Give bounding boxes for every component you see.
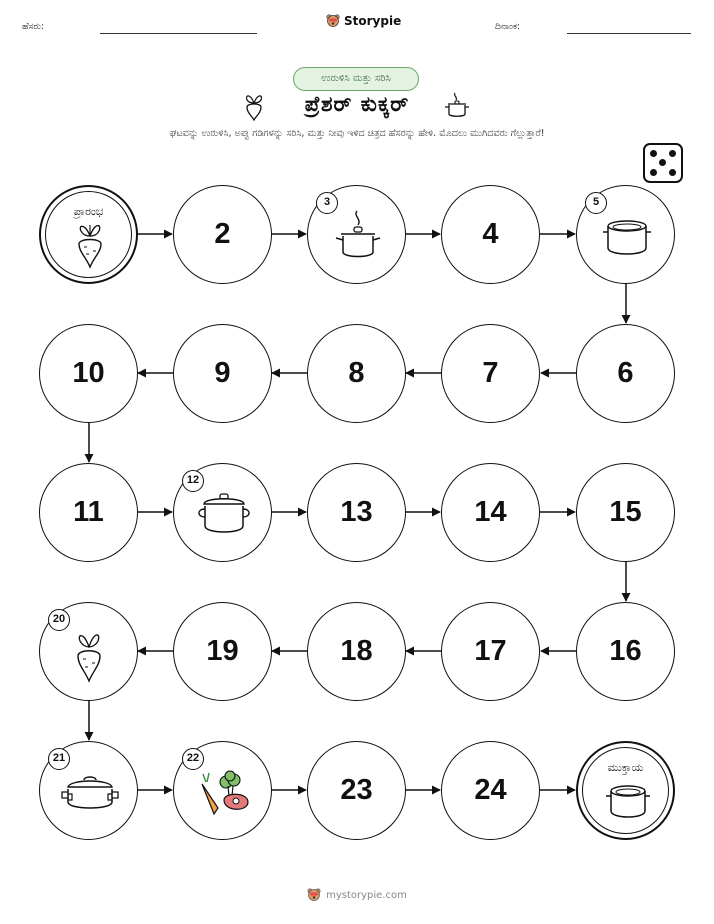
cell-number-badge: 20	[48, 609, 70, 631]
board-cell-10[interactable]: 10	[39, 324, 138, 423]
board-cell-2[interactable]: 2	[173, 185, 272, 284]
radish-icon	[73, 219, 107, 269]
board-cell-6[interactable]: 6	[576, 324, 675, 423]
board-cell-16[interactable]: 16	[576, 602, 675, 701]
category-badge: ಉರುಳಿಸಿ ಮತ್ತು ಸರಿಸಿ	[293, 67, 419, 91]
board-cell-14[interactable]: 14	[441, 463, 540, 562]
brand-name: Storypie	[344, 14, 402, 28]
board-cell-19[interactable]: 19	[173, 602, 272, 701]
cell-number-badge: 12	[182, 470, 204, 492]
board-cell-11[interactable]: 11	[39, 463, 138, 562]
board-cell-21[interactable]	[39, 741, 138, 840]
soup-pot-icon	[604, 783, 652, 823]
instructions: ಘಟವನ್ನು ಉರುಳಿಸಿ, ಅಪ್ಪು ಗಡಿಗಳನ್ನು ಸರಿಸಿ, ಮತ್ತು ನೀವು ಇಳಿದ ಚಿತ್ರದ ಹೆಸರನ್ನು ಹೇಳಿ. ಮೊದಲು ಮುಗಿದವರು ಗೆಲ್ಲುತ್ತಾರೆ!	[169, 128, 545, 139]
board-cell-15[interactable]: 15	[576, 463, 675, 562]
finish-label: ಮುಕ್ತಾಯ	[607, 761, 644, 774]
cell-number-badge: 21	[48, 748, 70, 770]
board-cell-9[interactable]: 9	[173, 324, 272, 423]
board-cell-5[interactable]	[576, 185, 675, 284]
cell-number-badge: 3	[316, 192, 338, 214]
steaming-pot-icon	[333, 208, 383, 264]
board-cell-13[interactable]: 13	[307, 463, 406, 562]
board-cell-12[interactable]	[173, 463, 272, 562]
board-cell-18[interactable]: 18	[307, 602, 406, 701]
footer	[0, 887, 714, 903]
date-label: ದಿನಾಂಕ:	[495, 22, 521, 32]
board-cell-20[interactable]	[39, 602, 138, 701]
cell-number-badge: 22	[182, 748, 204, 770]
board-cell-start[interactable]	[39, 185, 138, 284]
cell-number-badge: 5	[585, 192, 607, 214]
board-cell-4[interactable]: 4	[441, 185, 540, 284]
board-cell-22[interactable]	[173, 741, 272, 840]
footer-url[interactable]: mystorypie.com	[326, 889, 407, 901]
radish-icon	[72, 627, 106, 683]
cooking-pot-icon	[196, 492, 252, 538]
board-cell-17[interactable]: 17	[441, 602, 540, 701]
dutch-oven-icon	[60, 774, 120, 814]
page-title: ಪ್ರೆಶರ್ ಕುಕ್ಕರ್	[304, 92, 410, 116]
board-cell-3[interactable]	[307, 185, 406, 284]
soup-pot-icon	[601, 218, 653, 260]
name-label: ಹೆಸರು:	[22, 22, 45, 32]
board-cell-8[interactable]: 8	[307, 324, 406, 423]
start-label: ಪ್ರಾರಂಭ	[73, 205, 104, 218]
board-cell-7[interactable]: 7	[441, 324, 540, 423]
board-cell-24[interactable]: 24	[441, 741, 540, 840]
board-cell-finish[interactable]	[576, 741, 675, 840]
vegetables-meat-icon	[196, 770, 252, 818]
board-cell-23[interactable]: 23	[307, 741, 406, 840]
bear-mascot-icon	[307, 887, 321, 903]
